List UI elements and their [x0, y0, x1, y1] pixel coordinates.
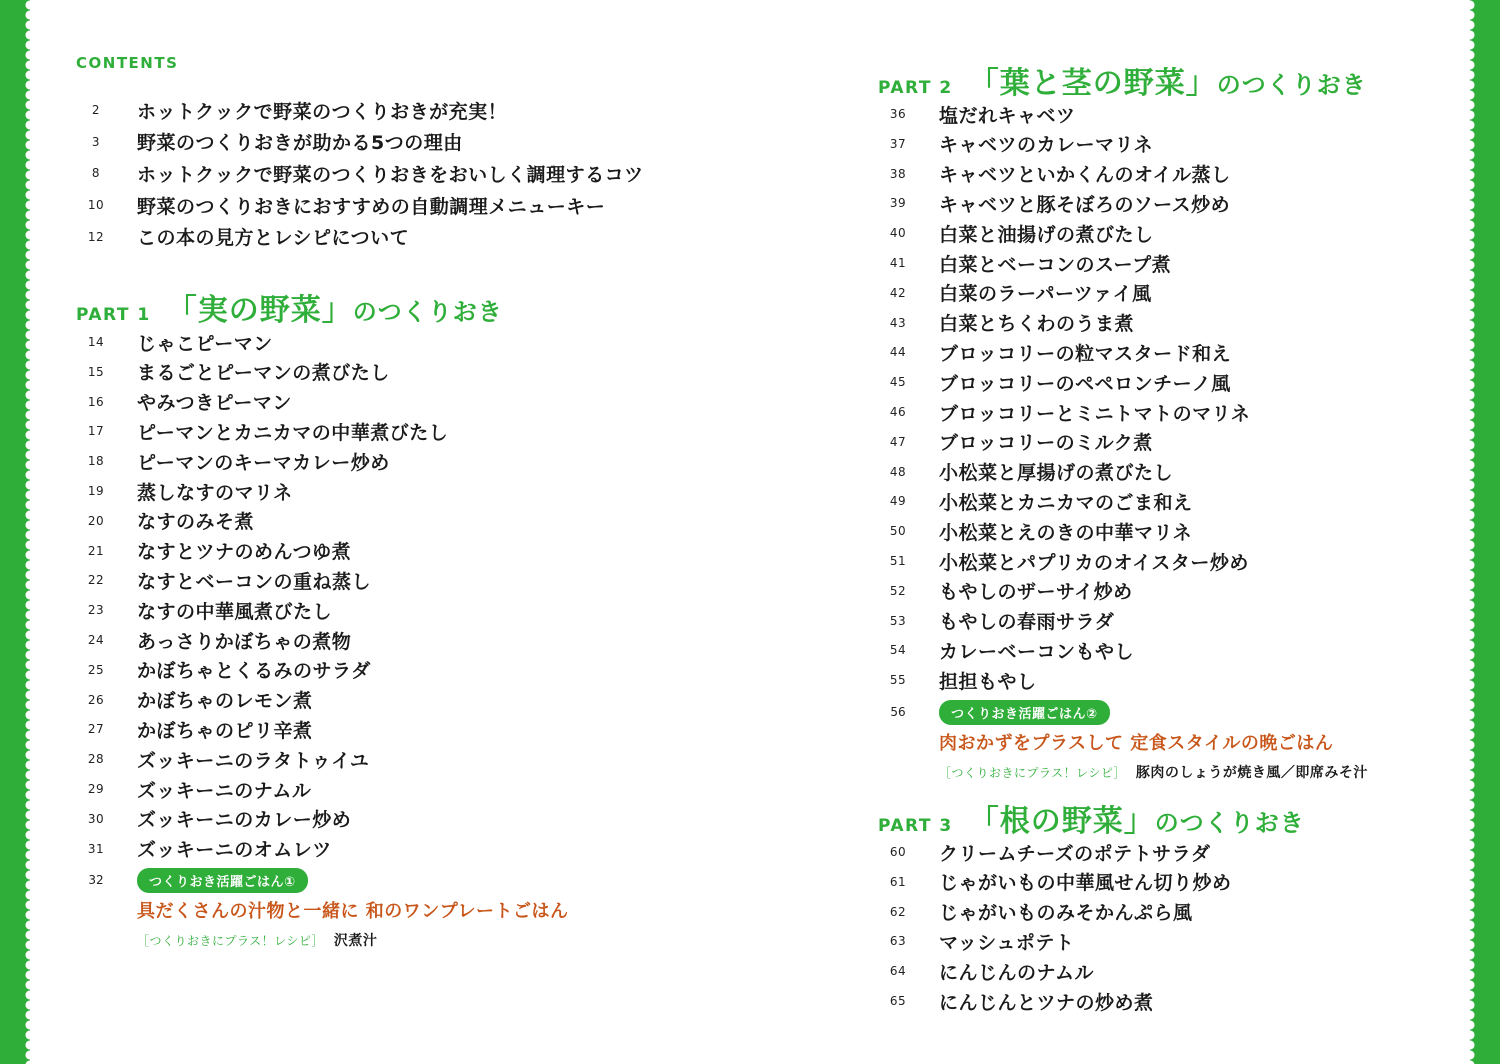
entry-title: 白菜とベーコンのスープ煮 — [939, 253, 1172, 276]
page-number: 48 — [889, 464, 907, 479]
toc-entry[interactable] — [76, 775, 311, 803]
page-number: 64 — [889, 964, 907, 979]
part1-heading — [76, 285, 503, 329]
toc-entry[interactable] — [76, 805, 351, 833]
page-number: 40 — [889, 226, 907, 241]
page-number: 36 — [889, 107, 907, 121]
page-number: 51 — [889, 554, 907, 568]
entry-title: キャベツといかくんのオイル蒸し — [939, 164, 1231, 187]
toc-entry[interactable] — [76, 191, 605, 219]
entry-title: 小松菜と厚揚げの煮びたし — [939, 462, 1174, 485]
entry-title: かぼちゃのピリ辛煮 — [137, 719, 313, 742]
entry-title: 担担もやし — [939, 670, 1037, 693]
page-number: 61 — [889, 874, 907, 889]
page-number: 21 — [87, 543, 105, 558]
part2-heading — [878, 58, 1367, 102]
entry-title: ズッキーニのカレー炒め — [137, 809, 352, 832]
part1-label: PART 1 — [76, 305, 151, 325]
page-number: 42 — [889, 285, 907, 300]
page-number: 22 — [87, 573, 105, 588]
recipe-names: 豚肉のしょうが焼き風／即席みそ汁 — [1135, 765, 1368, 781]
feature-page-number: 56 — [890, 705, 906, 719]
toc-entry[interactable] — [878, 368, 1231, 396]
part3-title: 「根の野菜」 — [968, 804, 1155, 839]
page-number: 43 — [889, 315, 907, 330]
left-scalloped-border — [0, 0, 30, 1064]
entry-title: クリームチーズのポテトサラダ — [939, 842, 1211, 865]
toc-entry[interactable] — [76, 596, 332, 624]
entry-title: マッシュポテト — [939, 931, 1075, 954]
page-number: 65 — [889, 994, 907, 1008]
page-number: 18 — [87, 454, 105, 469]
entry-title: この本の見方とレシピについて — [137, 227, 410, 250]
feature-headline: 具だくさんの汁物と一緒に 和のワンプレートごはん — [137, 901, 569, 922]
toc-entry[interactable] — [878, 868, 1232, 896]
feature-badge: つくりおき活躍ごはん① — [137, 868, 308, 893]
toc-entry[interactable] — [878, 338, 1231, 366]
entry-title: かぼちゃとくるみのサラダ — [137, 660, 371, 683]
toc-entry[interactable] — [878, 666, 1037, 694]
page-number: 55 — [889, 673, 907, 688]
toc-entry[interactable] — [76, 358, 390, 386]
toc-entry[interactable] — [878, 987, 1154, 1015]
toc-entry[interactable] — [76, 656, 371, 684]
toc-entry[interactable] — [76, 128, 463, 156]
page-number: 46 — [889, 405, 907, 419]
entry-title: 野菜のつくりおきが助かる5つの理由 — [137, 132, 463, 155]
entry-title: なすとツナのめんつゆ煮 — [137, 541, 352, 564]
page-number: 54 — [889, 643, 907, 658]
page-number: 28 — [87, 752, 105, 767]
page-number: 27 — [87, 722, 105, 737]
entry-title: ブロッコリーのミルク煮 — [939, 432, 1153, 455]
entry-title: キャベツと豚そぼろのソース炒め — [939, 193, 1231, 216]
page-number: 62 — [889, 904, 907, 919]
page-number: 47 — [889, 434, 907, 449]
part1-suffix: のつくりおき — [352, 298, 503, 326]
entry-title: なすのみそ煮 — [137, 511, 255, 534]
toc-entry[interactable] — [878, 898, 1193, 926]
page-number: 25 — [87, 662, 105, 677]
toc-entry[interactable] — [878, 957, 1094, 985]
page-number: 37 — [889, 136, 907, 151]
entry-title: 小松菜とパプリカのオイスター炒め — [939, 551, 1249, 574]
entry-title: なすの中華風煮びたし — [137, 600, 333, 623]
toc-entry[interactable] — [878, 547, 1249, 575]
entry-title: ブロッコリーとミニトマトのマリネ — [939, 402, 1251, 425]
entry-title: あっさりかぼちゃの煮物 — [137, 630, 352, 653]
page-number: 45 — [889, 375, 907, 390]
toc-entry[interactable] — [878, 487, 1193, 515]
entry-title: 塩だれキャベツ — [939, 104, 1076, 127]
contents-heading: CONTENTS — [76, 54, 179, 72]
page-number: 19 — [87, 484, 105, 498]
entry-title: もやしの春雨サラダ — [939, 611, 1115, 634]
entry-title: 小松菜とえのきの中華マリネ — [939, 521, 1193, 544]
toc-entry[interactable] — [878, 428, 1153, 456]
entry-title: ブロッコリーのペペロンチーノ風 — [939, 372, 1231, 395]
part2-label: PART 2 — [878, 78, 953, 98]
toc-entry[interactable] — [76, 159, 644, 187]
page-number: 15 — [87, 364, 105, 379]
toc-entry[interactable] — [878, 458, 1173, 486]
part2-title: 「葉と茎の野菜」 — [968, 66, 1217, 101]
entry-title: 白菜のラーパーツァイ風 — [939, 283, 1152, 306]
page-number: 41 — [889, 256, 907, 270]
entry-title: ピーマンとカニカマの中華煮びたし — [137, 421, 449, 444]
entry-title: ホットクックで野菜のつくりおきをおいしく調理するコツ — [137, 163, 644, 186]
toc-entry[interactable] — [878, 838, 1210, 866]
right-scalloped-border — [1470, 0, 1500, 1064]
entry-title: キャベツのカレーマリネ — [939, 134, 1154, 157]
toc-entry[interactable] — [76, 388, 292, 416]
page-number: 52 — [889, 583, 907, 598]
toc-entry[interactable] — [76, 686, 313, 714]
page-number: 38 — [889, 166, 907, 181]
page-number: 31 — [87, 841, 105, 856]
entry-title: じゃこピーマン — [137, 332, 273, 355]
entry-title: まるごとピーマンの煮びたし — [137, 362, 390, 385]
part3-heading — [878, 796, 1305, 840]
part2-suffix: のつくりおき — [1216, 71, 1367, 99]
toc-entry[interactable] — [76, 96, 507, 124]
entry-title: カレーベーコンもやし — [939, 640, 1135, 663]
entry-title: にんじんのナムル — [939, 961, 1095, 984]
toc-entry[interactable] — [76, 537, 351, 565]
part1-feature[interactable] — [76, 868, 569, 950]
entry-title: ズッキーニのラタトゥイユ — [137, 749, 370, 772]
page-number: 20 — [87, 513, 105, 528]
toc-entry[interactable] — [76, 417, 448, 445]
part2-feature[interactable] — [878, 700, 1368, 782]
page-number: 2 — [91, 103, 101, 117]
page-number: 14 — [87, 335, 105, 349]
toc-entry[interactable] — [76, 715, 313, 743]
toc-entry[interactable] — [878, 219, 1154, 247]
page-number: 10 — [87, 198, 105, 213]
entry-title: 野菜のつくりおきにおすすめの自動調理メニューキー — [137, 195, 606, 218]
entry-title: ズッキーニのオムレツ — [137, 839, 332, 862]
part3-label: PART 3 — [878, 816, 953, 836]
page-number: 30 — [87, 811, 105, 826]
toc-entry[interactable] — [878, 607, 1114, 635]
page-number: 12 — [87, 229, 105, 244]
page-number: 50 — [889, 524, 907, 539]
toc-entry[interactable] — [878, 279, 1152, 307]
page-number: 23 — [87, 603, 105, 618]
entry-title: じゃがいものみそかんぷら風 — [939, 902, 1193, 925]
page-number: 53 — [889, 613, 907, 628]
toc-entry[interactable] — [878, 130, 1153, 158]
feature-headline: 肉おかずをプラスして 定食スタイルの晩ごはん — [939, 733, 1334, 754]
page-number: 17 — [87, 424, 105, 439]
recipe-names: 沢煮汁 — [333, 933, 378, 949]
toc-entry[interactable] — [878, 927, 1074, 955]
toc-entry[interactable] — [76, 328, 273, 356]
page-number: 39 — [889, 196, 907, 211]
part1-title: 「実の野菜」 — [166, 293, 353, 328]
toc-entry[interactable] — [878, 309, 1134, 337]
toc-entry[interactable] — [76, 745, 369, 773]
toc-entry[interactable] — [878, 100, 1076, 128]
entry-title: 白菜とちくわのうま煮 — [939, 313, 1135, 336]
entry-title: じゃがいもの中華風せん切り炒め — [939, 872, 1232, 895]
toc-entry[interactable] — [76, 223, 409, 251]
page-number: 29 — [87, 782, 105, 796]
toc-entry[interactable] — [878, 189, 1230, 217]
page-number: 63 — [889, 934, 907, 949]
entry-title: 蒸しなすのマリネ — [137, 481, 293, 504]
recipe-label: ［つくりおきにプラス！レシピ］ — [137, 933, 324, 948]
page-number: 60 — [889, 845, 907, 859]
toc-entry[interactable] — [878, 160, 1231, 188]
entry-title: にんじんとツナの炒め煮 — [939, 991, 1154, 1014]
page-number: 49 — [889, 494, 907, 509]
entry-title: かぼちゃのレモン煮 — [137, 690, 313, 713]
toc-entry[interactable] — [76, 477, 293, 505]
page-number: 8 — [91, 166, 101, 181]
page-number: 16 — [87, 394, 105, 409]
toc-entry[interactable] — [878, 517, 1192, 545]
entry-title: ズッキーニのナムル — [137, 779, 312, 802]
toc-entry[interactable] — [878, 636, 1134, 664]
entry-title: 小松菜とカニカマのごま和え — [939, 491, 1193, 514]
page-number: 24 — [87, 633, 105, 647]
feature-badge: つくりおき活躍ごはん② — [939, 700, 1110, 725]
toc-entry[interactable] — [76, 626, 351, 654]
entry-title: なすとベーコンの重ね蒸し — [137, 570, 372, 593]
entry-title: 白菜と油揚げの煮びたし — [939, 223, 1154, 246]
entry-title: もやしのザーサイ炒め — [939, 581, 1133, 604]
toc-entry[interactable] — [76, 835, 332, 863]
toc-entry[interactable] — [878, 249, 1171, 277]
page-number: 3 — [91, 134, 101, 149]
entry-title: ブロッコリーの粒マスタード和え — [939, 342, 1232, 365]
toc-entry[interactable] — [76, 507, 254, 535]
entry-title: ピーマンのキーマカレー炒め — [137, 451, 390, 474]
toc-entry[interactable] — [878, 398, 1250, 426]
feature-page-number: 32 — [88, 873, 104, 887]
entry-title: やみつきピーマン — [137, 392, 292, 415]
entry-title: ホットクックで野菜のつくりおきが充実！ — [137, 100, 508, 123]
recipe-label: ［つくりおきにプラス！レシピ］ — [939, 765, 1126, 780]
part3-suffix: のつくりおき — [1154, 809, 1305, 837]
toc-entry[interactable] — [878, 577, 1133, 605]
page-number: 26 — [87, 692, 105, 707]
toc-entry[interactable] — [76, 566, 371, 594]
toc-entry[interactable] — [76, 447, 390, 475]
page-number: 44 — [889, 345, 907, 360]
